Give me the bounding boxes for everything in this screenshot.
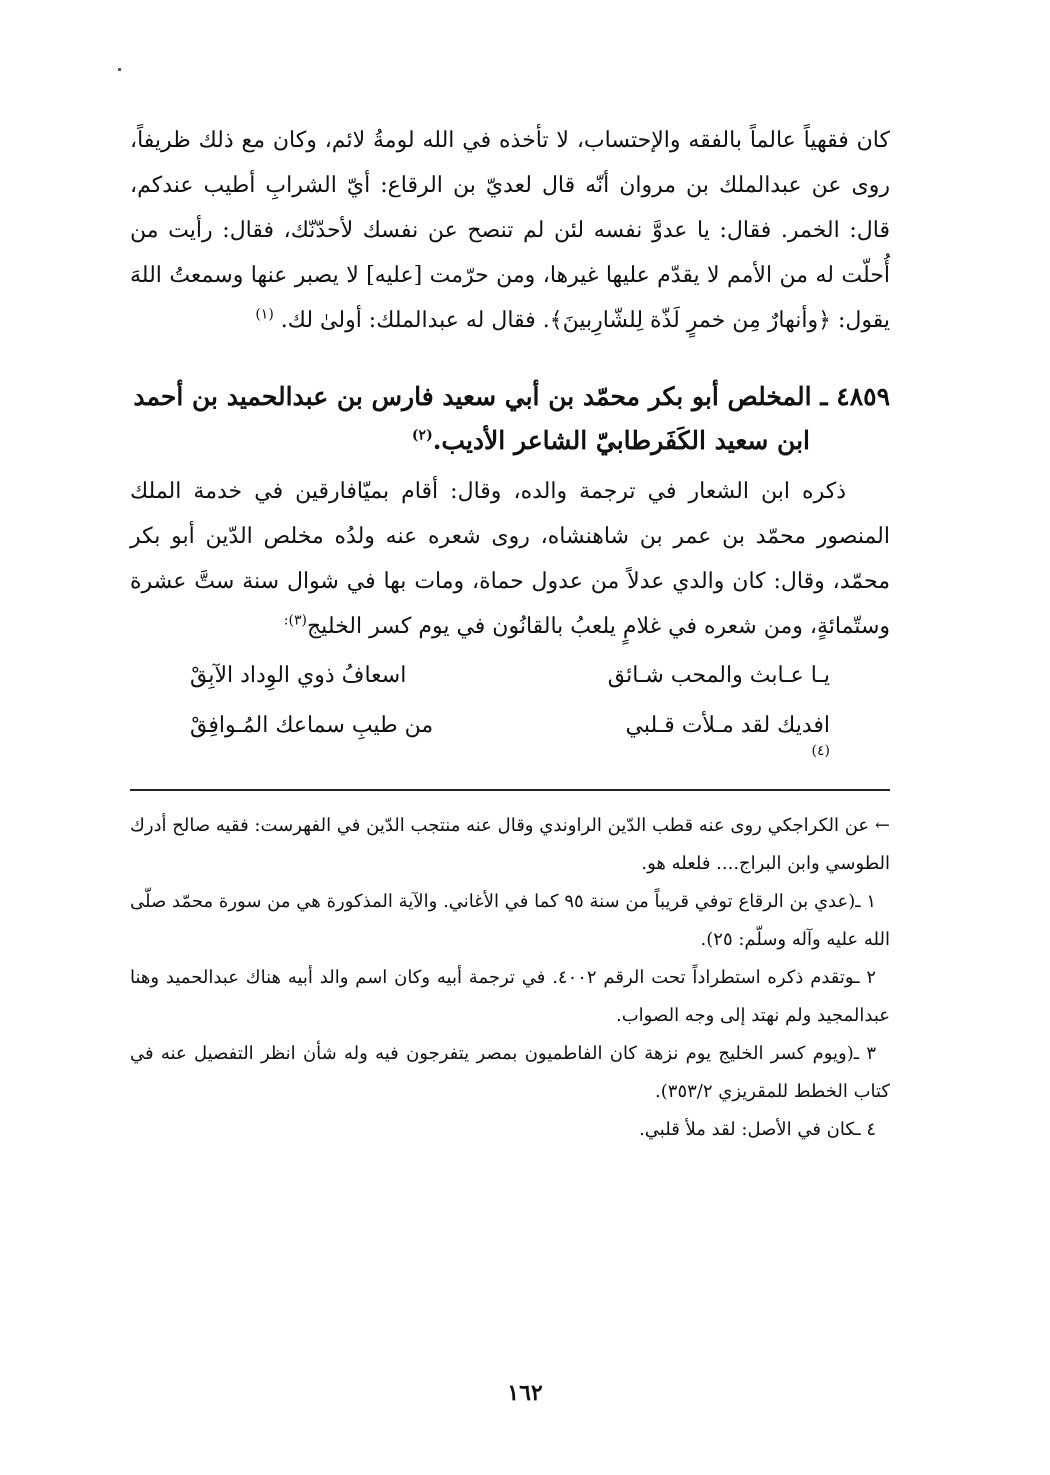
verse-2-first-hemistich: افديك لقد مـلأت قـلبي [625, 713, 830, 738]
scan-mark [118, 68, 121, 71]
opening-paragraph [130, 118, 890, 343]
entry-heading [130, 375, 890, 463]
page-number: ١٦٢ [507, 1380, 543, 1406]
footnote-ref-2: (٢) [411, 427, 433, 444]
poem-verses [130, 651, 890, 759]
verse-1-second-hemistich: اسعافُ ذوي الوِداد الآبِقْ [190, 663, 407, 688]
footnote-4: ٤ ـكان في الأصل: لقد ملأ قلبي. [639, 1119, 876, 1140]
opening-paragraph-text: كان فقهياً عالماً بالفقه والإحتساب، لا تأخذه في الله لومةُ لائم، وكان مع ذلك ظريفاً، روى عن عبدالملك بن مروان أنّه قال لعديّ بن الرقاع: أيّ الشرابِ أطيب عندكم، قال: الخمر. فقال: يا عدوَّ نفسه لئن لم تنصح عن نفسك لأحدّنّك، فقال: رأيت من أُحلّت له من الأمم لا يقدّم عليها غيرها، ومن حرّمت [عليه] لا يصبر عنها وسمعتُ اللهَ يقول: ﴿وأنهارٌ مِن خمرٍ لَذّة لِلشّارِبينَ﴾. فقال له عبدالملك: أولىٰ لك. [130, 128, 890, 333]
entry-paragraph-text: ذكره ابن الشعار في ترجمة والده، وقال: أقام بميّافارقين في خدمة الملك المنصور محمّد بن عمر بن شاهنشاه، روى شعره عنه ولدُه مخلص الدّين أبو بكر محمّد، وقال: كان والدي عدلاً من عدول حماة، ومات بها في شوال سنة ستَّ عشرة وستّمائةٍ، ومن شعره في غلامٍ يلعبُ بالقانُون في يوم كسر الخليج [130, 479, 890, 639]
footnote-ref-1: (١) [255, 306, 274, 323]
verse-2-first-hemistich-wrap: افديك لقد مـلأت قـلبي (٤) [626, 701, 831, 751]
footnote-1: ١ ـ(عدي بن الرقاع توفي قريباً من سنة ٩٥ كما في الأغاني. والآية المذكورة هي من سورة محمّد صلّى الله عليه وآله وسلّم: ٢٥). [130, 891, 890, 950]
verse-2 [130, 701, 890, 759]
footnote-divider [130, 789, 890, 791]
verse-2-second-hemistich: من طيبِ سماعك المُـوافِقْ [190, 713, 434, 738]
entry-paragraph [130, 469, 890, 649]
entry-heading-line-2-wrap [130, 419, 890, 463]
entry-heading-line-2: ابن سعيد الكَفَرطابيّ الشاعر الأديب. [432, 426, 810, 455]
verse-1 [130, 651, 890, 701]
page-content [130, 118, 890, 1149]
footnote-ref-3: (٣): [283, 612, 307, 629]
footnote-3: ٣ ـ(ويوم كسر الخليج يوم نزهة كان الفاطميون بمصر يتفرجون فيه وله شأن انظر التفصيل عنه في كتاب الخطط للمقريزي ٣٥٣/٢). [130, 1043, 890, 1102]
footnote-continuation: ← عن الكراجكي روى عنه قطب الدّين الراوندي وقال عنه منتجب الدّين في الفهرست: فقيه صالح أدرك الطوسي وابن البراج.... فلعله هو. [130, 815, 890, 874]
entry-body [130, 469, 890, 649]
footnotes [130, 807, 890, 1149]
verse-1-first-hemistich: يـا عـابث والمحب شـائق [607, 663, 830, 688]
opening-paragraph-block [130, 118, 890, 343]
entry-heading-line-1: ٤٨٥٩ ـ المخلص أبو بكر محمّد بن أبي سعيد فارس بن عبدالحميد بن أحمد [133, 382, 890, 411]
footnote-2: ٢ ـوتقدم ذكره استطراداً تحت الرقم ٤٠٠٢. في ترجمة أبيه وكان اسم والد أبيه هناك عبدالحميد وهنا عبدالمجيد ولم نهتد إلى وجه الصواب. [130, 967, 890, 1026]
